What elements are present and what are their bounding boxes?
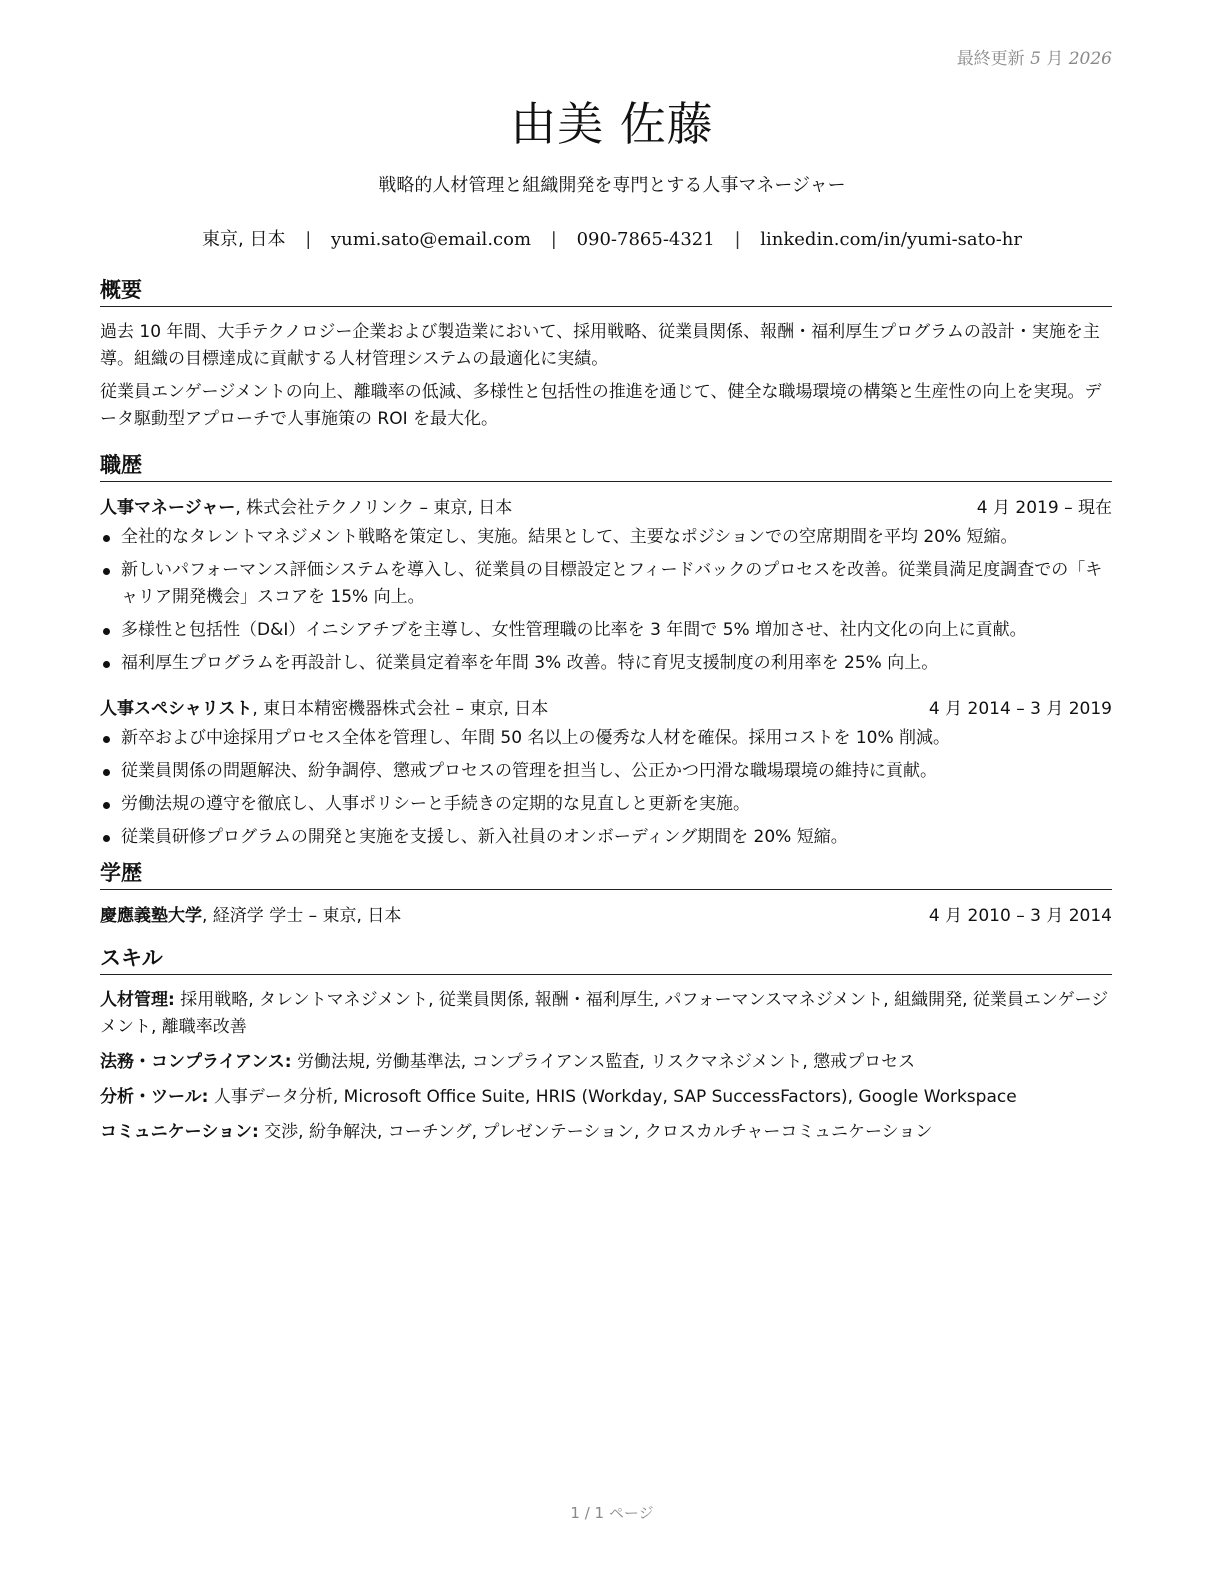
last-updated-year: 2026 — [1068, 49, 1112, 69]
contact-line — [0, 225, 1224, 251]
contact-separator: | — [550, 229, 557, 250]
skill-value: 労働法規, 労働基準法, コンプライアンス監査, リスクマネジメント, 懲戒プロセス — [291, 1052, 916, 1072]
job-entry — [100, 695, 1112, 851]
section-title-summary: 概要 — [100, 276, 1112, 307]
skill-row — [100, 987, 1112, 1041]
job-entry — [100, 494, 1112, 677]
job-bullet: 多様性と包括性（D&I）イニシアチブを主導し、女性管理職の比率を 3 年間で 5% 増加させ、社内文化の向上に貢献。 — [100, 617, 1112, 644]
skill-row — [100, 1084, 1112, 1111]
resume-content — [100, 276, 1112, 1154]
skill-label: コミュニケーション: — [100, 1122, 259, 1142]
education-school: 慶應義塾大学 — [100, 906, 202, 926]
job-bullet: 従業員関係の問題解決、紛争調停、懲戒プロセスの管理を担当し、公正かつ円滑な職場環境の維持に貢献。 — [100, 758, 1112, 785]
last-updated — [957, 44, 1112, 69]
job-bullet: 新卒および中途採用プロセス全体を管理し、年間 50 名以上の優秀な人材を確保。採用コストを 10% 削減。 — [100, 725, 1112, 752]
skill-value: 採用戦略, タレントマネジメント, 従業員関係, 報酬・福利厚生, パフォーマンスマネジメント, 組織開発, 従業員エンゲージメント, 離職率改善 — [100, 990, 1109, 1037]
job-bullet: 労働法規の遵守を徹底し、人事ポリシーと手続きの定期的な見直しと更新を実施。 — [100, 791, 1112, 818]
job-bullet: 従業員研修プログラムの開発と実施を支援し、新入社員のオンボーディング期間を 20% 短縮。 — [100, 824, 1112, 851]
contact-separator: | — [305, 229, 312, 250]
education-dates: 4 月 2010 – 3 月 2014 — [928, 906, 1112, 926]
skill-label: 人材管理: — [100, 990, 175, 1010]
summary-paragraph: 過去 10 年間、大手テクノロジー企業および製造業において、採用戦略、従業員関係、報酬・福利厚生プログラムの設計・実施を主導。組織の目標達成に貢献する人材管理システムの最適化に実績。 — [100, 322, 1100, 369]
section-title-education: 学歴 — [100, 859, 1112, 890]
summary-paragraph: 従業員エンゲージメントの向上、離職率の低減、多様性と包括性の推進を通じて、健全な職場環境の構築と生産性の向上を実現。データ駆動型アプローチで人事施策の ROI を最大化。 — [100, 382, 1102, 429]
contact-email[interactable]: yumi.sato@email.com — [331, 229, 532, 250]
contact-location: 東京, 日本 — [202, 229, 286, 250]
job-company: , 東日本精密機器株式会社 – 東京, 日本 — [252, 699, 549, 719]
job-header — [100, 494, 1112, 522]
education-detail: , 経済学 学士 – 東京, 日本 — [202, 906, 402, 926]
skill-row — [100, 1119, 1112, 1146]
last-updated-month-unit: 月 — [1046, 49, 1064, 69]
last-updated-label: 最終更新 — [956, 49, 1025, 69]
skill-label: 分析・ツール: — [100, 1087, 209, 1107]
contact-linkedin[interactable]: linkedin.com/in/yumi-sato-hr — [760, 229, 1022, 250]
job-role: 人事スペシャリスト — [100, 699, 253, 719]
job-company: , 株式会社テクノリンク – 東京, 日本 — [235, 498, 513, 518]
candidate-name: 由美 佐藤 — [510, 97, 714, 151]
job-role: 人事マネージャー — [100, 498, 236, 518]
job-dates: 4 月 2014 – 3 月 2019 — [928, 699, 1112, 719]
skill-row — [100, 1049, 1112, 1076]
job-bullet: 福利厚生プログラムを再設計し、従業員定着率を年間 3% 改善。特に育児支援制度の利用率を 25% 向上。 — [100, 650, 1112, 677]
job-header — [100, 695, 1112, 723]
education-section — [100, 859, 1112, 930]
job-dates: 4 月 2019 – 現在 — [976, 498, 1112, 518]
experience-section — [100, 451, 1112, 851]
skills-section — [100, 944, 1112, 1146]
job-bullets — [100, 524, 1112, 677]
contact-phone[interactable]: 090-7865-4321 — [576, 229, 715, 250]
job-bullet: 全社的なタレントマネジメント戦略を策定し、実施。結果として、主要なポジションでの空席期間を平均 20% 短縮。 — [100, 524, 1112, 551]
last-updated-month: 5 — [1030, 49, 1041, 69]
tagline: 戦略的人材管理と組織開発を専門とする人事マネージャー — [378, 175, 846, 196]
summary-section — [100, 276, 1112, 433]
skill-value: 交渉, 紛争解決, コーチング, プレゼンテーション, クロスカルチャーコミュニケーション — [258, 1122, 933, 1142]
education-entry — [100, 902, 1112, 930]
skill-value: 人事データ分析, Microsoft Office Suite, HRIS (Workday, SAP SuccessFactors), Google Workspace — [208, 1087, 1017, 1107]
section-title-skills: スキル — [100, 944, 1112, 975]
contact-separator: | — [734, 229, 741, 250]
section-title-experience: 職歴 — [100, 451, 1112, 482]
job-bullet: 新しいパフォーマンス評価システムを導入し、従業員の目標設定とフィードバックのプロセスを改善。従業員満足度調査での「キャリア開発機会」スコアを 15% 向上。 — [100, 557, 1112, 611]
page-indicator: 1 / 1 ページ — [570, 1504, 654, 1522]
job-bullets — [100, 725, 1112, 851]
skill-label: 法務・コンプライアンス: — [100, 1052, 292, 1072]
